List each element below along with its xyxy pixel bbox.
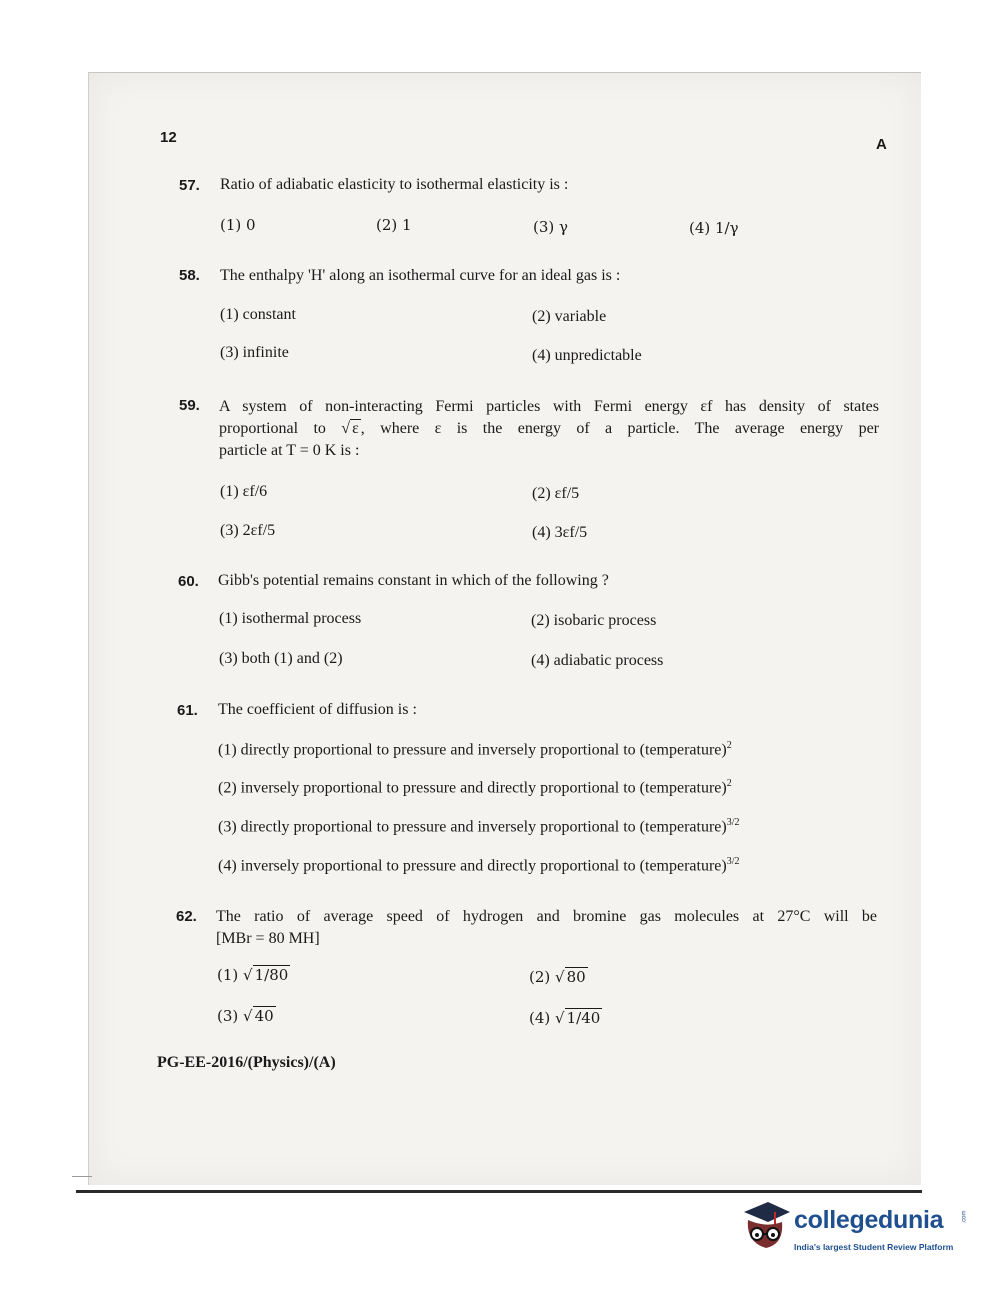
- question-58-option-4: (4) unpredictable: [532, 347, 642, 364]
- page-edge-line: [72, 1176, 92, 1177]
- sqrt-icon: √ 80: [555, 968, 586, 986]
- question-57-text: Ratio of adiabatic elasticity to isothermal elasticity is :: [220, 176, 569, 193]
- sqrt-icon: √ 1/40: [555, 1009, 601, 1027]
- page-number: 12: [160, 129, 177, 146]
- question-62-option-1-label: (1): [217, 966, 239, 984]
- question-58-option-3: (3) infinite: [220, 344, 289, 361]
- question-62-option-3: [217, 1007, 276, 1025]
- question-62-option-4-label: (4): [529, 1009, 551, 1027]
- question-57-option-3: (3) γ: [533, 218, 568, 236]
- question-59-option-3: (3) 2εf/5: [220, 522, 276, 539]
- exam-page: [88, 72, 921, 1185]
- question-61-number: 61.: [177, 702, 198, 719]
- question-59-line-3: particle at T = 0 K is :: [219, 442, 360, 459]
- question-60-text: Gibb's potential remains constant in which of the following ?: [218, 572, 609, 589]
- question-59-option-1: (1) εf/6: [220, 483, 268, 500]
- question-62-text: [216, 906, 877, 950]
- question-58-option-1: (1) constant: [220, 306, 296, 323]
- question-59-line-1: A system of non-interacting Fermi particles with Fermi energy εf has density of states: [219, 398, 879, 415]
- question-62-line-2: [MBr = 80 MH]: [216, 930, 320, 947]
- logo-tagline: India's largest Student Review Platform: [794, 1242, 954, 1252]
- question-62-option-4-radicand: 1/40: [566, 1009, 601, 1027]
- sqrt-icon: √ 1/80: [243, 966, 289, 984]
- question-60-option-4: (4) adiabatic process: [531, 652, 664, 669]
- question-61-option-1-text: (1) directly proportional to pressure and inversely proportional to (temperature): [218, 741, 727, 759]
- question-59-option-2: (2) εf/5: [532, 485, 580, 502]
- question-61-option-1: [218, 740, 732, 759]
- question-61-option-2-text: (2) inversely proportional to pressure and directly proportional to (temperature): [218, 779, 727, 797]
- question-57-option-4: (4) 1/γ: [689, 219, 739, 237]
- question-61-text: The coefficient of diffusion is :: [218, 701, 417, 718]
- mascot-icon: [738, 1198, 794, 1254]
- question-62-option-1: [217, 966, 290, 984]
- question-61-option-4: [218, 856, 740, 875]
- question-61-option-4-exponent: 3/2: [726, 856, 740, 867]
- question-61-option-2-exponent: 2: [726, 778, 732, 789]
- question-62-option-2-label: (2): [529, 968, 551, 986]
- question-60-option-2: (2) isobaric process: [531, 612, 657, 629]
- question-62-option-1-radicand: 1/80: [254, 966, 289, 984]
- question-59-number: 59.: [179, 397, 200, 414]
- logo-suffix: .com: [961, 1210, 968, 1224]
- question-58-number: 58.: [179, 267, 200, 284]
- collegedunia-logo: [738, 1198, 968, 1260]
- question-59-text: [219, 396, 879, 462]
- question-61-option-2: [218, 778, 732, 797]
- question-62-option-3-radicand: 40: [254, 1007, 274, 1025]
- question-62-number: 62.: [176, 908, 197, 925]
- question-62-line-1: The ratio of average speed of hydrogen and bromine gas molecules at 27°C will be: [216, 908, 877, 925]
- question-60-option-3: (3) both (1) and (2): [219, 650, 343, 667]
- sqrt-epsilon-radicand: ε: [352, 420, 359, 437]
- question-61-option-3: [218, 817, 740, 836]
- sqrt-icon: √ 40: [243, 1007, 274, 1025]
- question-57-option-1: (1) 0: [220, 216, 256, 234]
- question-62-option-3-label: (3): [217, 1007, 239, 1025]
- paper-code: PG-EE-2016/(Physics)/(A): [157, 1054, 336, 1071]
- question-57-number: 57.: [179, 177, 200, 194]
- question-58-text: The enthalpy 'H' along an isothermal curve for an ideal gas is :: [220, 267, 621, 284]
- question-62-option-2: [529, 968, 588, 986]
- set-code: A: [876, 136, 887, 153]
- question-60-option-1: (1) isothermal process: [219, 610, 362, 627]
- page-stack-edge: [76, 1166, 922, 1193]
- question-57-option-2: (2) 1: [376, 216, 412, 234]
- question-59-line-2-start: proportional to: [219, 420, 342, 437]
- logo-brand-name: collegedunia: [794, 1206, 944, 1234]
- question-58-option-2: (2) variable: [532, 308, 607, 325]
- sqrt-epsilon: √ ε: [341, 420, 359, 437]
- question-61-option-3-text: (3) directly proportional to pressure and inversely proportional to (temperature): [218, 818, 727, 836]
- question-59-line-2: [219, 418, 879, 440]
- question-60-number: 60.: [178, 573, 199, 590]
- question-61-option-3-exponent: 3/2: [726, 817, 740, 828]
- question-59-option-4: (4) 3εf/5: [532, 524, 588, 541]
- question-61-option-4-text: (4) inversely proportional to pressure and directly proportional to (temperature): [218, 857, 727, 875]
- question-59-line-2-end: , where ε is the energy of a particle. The average energy per: [360, 420, 879, 437]
- question-62-option-4: [529, 1009, 602, 1027]
- question-62-option-2-radicand: 80: [566, 968, 586, 986]
- question-61-option-1-exponent: 2: [726, 740, 732, 751]
